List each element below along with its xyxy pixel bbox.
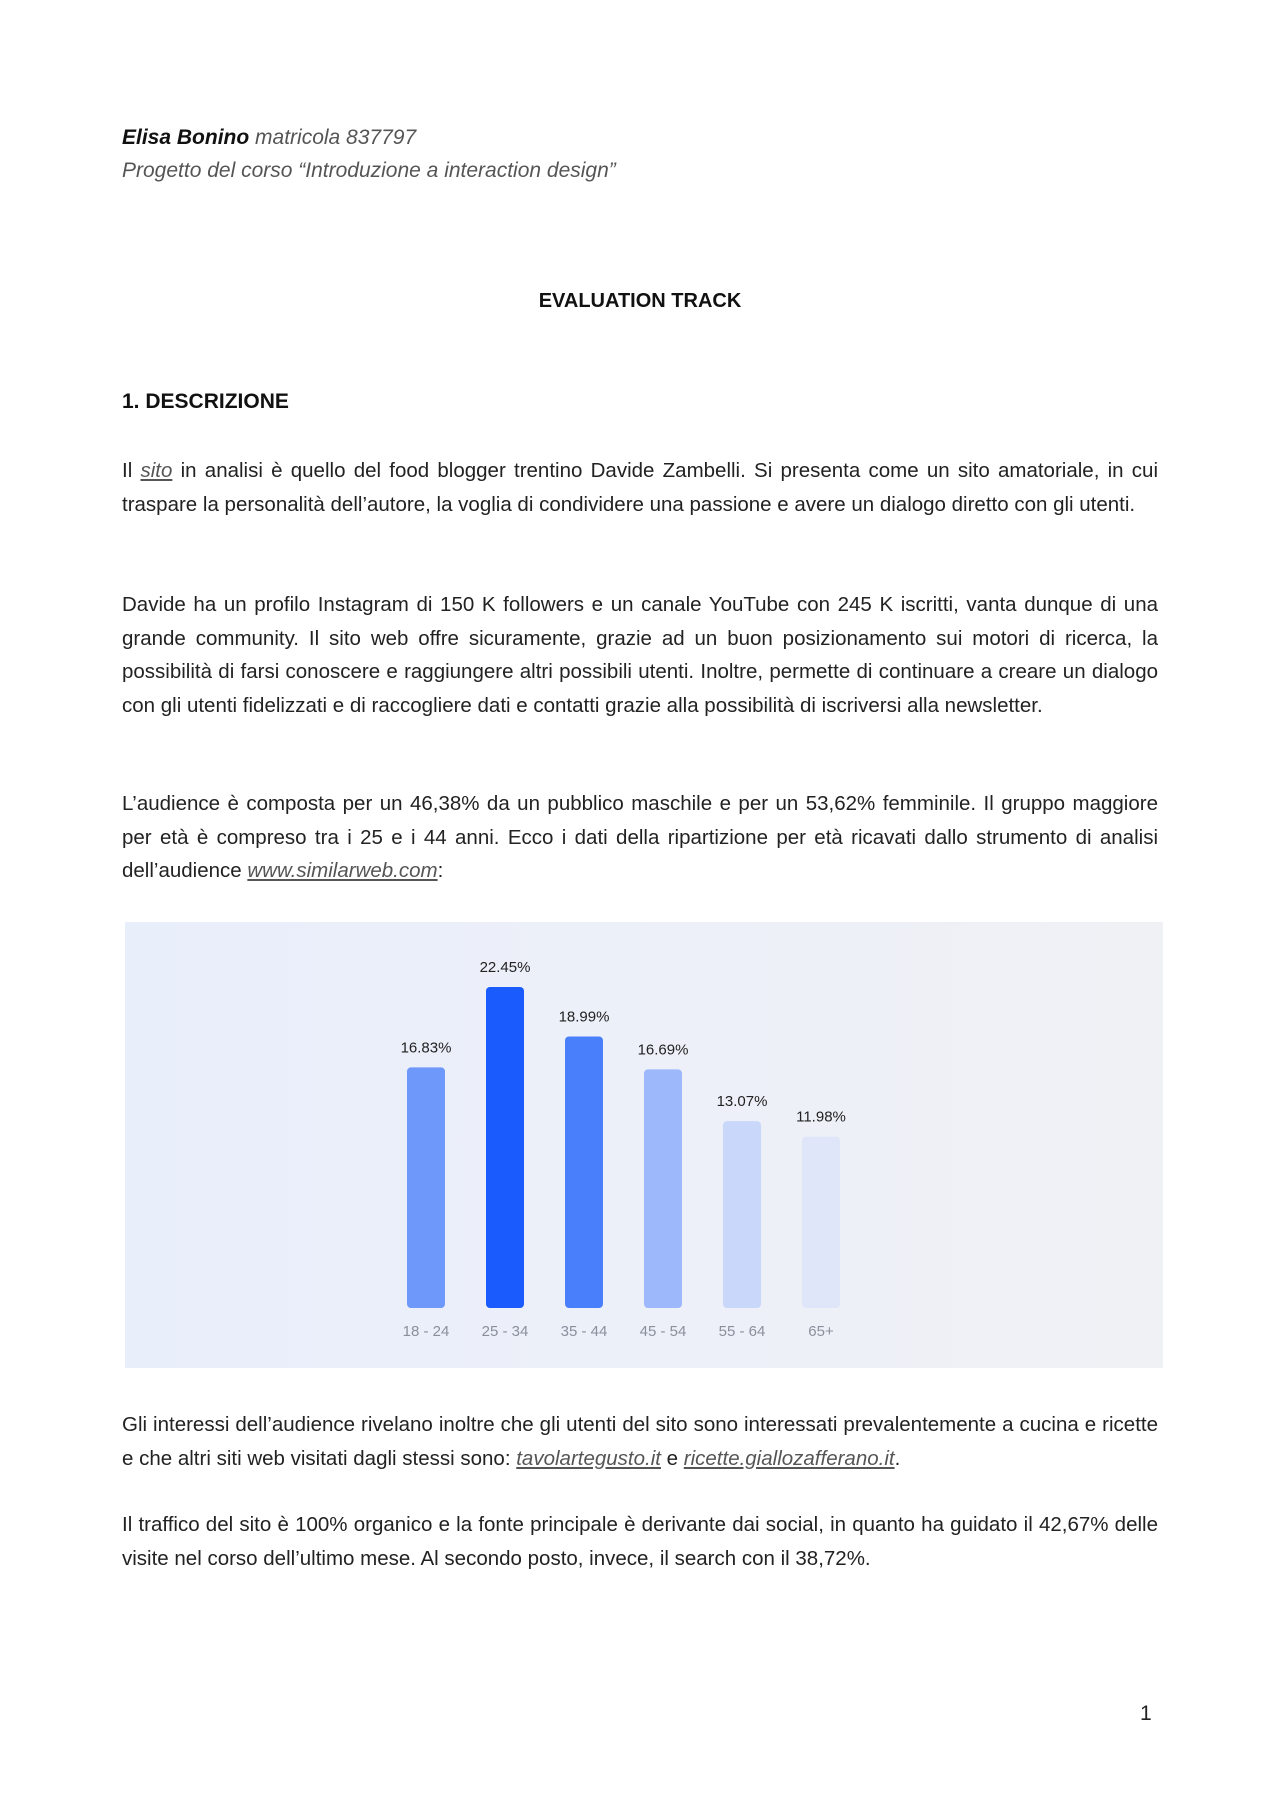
- paragraph-audience: [122, 787, 1158, 888]
- tavolartegusto-link[interactable]: tavolartegusto.it: [516, 1446, 661, 1470]
- bar-value-label: 11.98%: [796, 1108, 846, 1126]
- document-header: [122, 121, 616, 187]
- text-span: e: [660, 1446, 684, 1470]
- matricola: matricola 837797: [255, 126, 417, 149]
- category-label: 35 - 44: [560, 1323, 608, 1340]
- paragraph-intro: [122, 454, 1158, 521]
- text-span: Gli interessi dell’audience rivelano inoltre che gli utenti del sito sono interessati prevalentemente a cucina e ricette e che altri siti web visitati dagli stessi sono:: [122, 1413, 1158, 1470]
- bar-value-label: 16.69%: [637, 1041, 689, 1059]
- bar-value-label: 16.83%: [400, 1039, 452, 1057]
- category-label: 45 - 54: [639, 1323, 687, 1340]
- text-span: .: [894, 1446, 901, 1470]
- bar-35-44: [565, 1036, 603, 1308]
- paragraph-interests: [122, 1408, 1158, 1475]
- text-span: in analisi è quello del food blogger trentino Davide Zambelli. Si presenta come un sito amatoriale, in cui traspare la personalità dell’autore, la voglia di condividere una passione e avere un dialogo diretto con gli utenti.: [122, 459, 1159, 516]
- author-line: [122, 121, 616, 154]
- age-distribution-chart: [125, 922, 1163, 1368]
- giallozafferano-link[interactable]: ricette.giallozafferano.it: [683, 1446, 895, 1470]
- course-line: Progetto del corso “Introduzione a interaction design”: [122, 159, 616, 182]
- section-heading: 1. DESCRIZIONE: [122, 390, 289, 413]
- bar-65+: [802, 1137, 840, 1308]
- bar-45-54: [644, 1069, 682, 1308]
- author-name: Elisa Bonino: [122, 126, 250, 149]
- category-label: 65+: [808, 1323, 834, 1340]
- bar-value-label: 18.99%: [558, 1008, 610, 1026]
- sito-link[interactable]: sito: [140, 459, 173, 482]
- bar-value-label: 22.45%: [479, 958, 531, 976]
- text-span: :: [437, 859, 444, 882]
- similarweb-link[interactable]: www.similarweb.com: [247, 859, 438, 882]
- text-span: L’audience è composta per un 46,38% da un pubblico maschile e per un 53,62% femminile. Il gruppo maggiore per età è compreso tra i 25 e i 44 anni. Ecco i dati della ripartizione per età ricavati dallo strumento di analisi dell’audience: [122, 792, 1158, 882]
- bar-25-34: [486, 987, 524, 1308]
- page-number: 1: [1140, 1702, 1152, 1725]
- category-label: 25 - 34: [481, 1323, 529, 1340]
- text-span: Il: [122, 459, 141, 482]
- category-label: 55 - 64: [718, 1323, 766, 1340]
- bar-value-label: 13.07%: [716, 1093, 768, 1111]
- category-label: 18 - 24: [402, 1323, 450, 1340]
- bar-55-64: [723, 1121, 761, 1308]
- document-title: EVALUATION TRACK: [538, 290, 742, 312]
- paragraph-traffic: Il traffico del sito è 100% organico e la fonte principale è derivante dai social, in quanto ha guidato il 42,67% delle visite nel corso dell’ultimo mese. Al secondo posto, invece, il search con il 38,72%.: [122, 1513, 1158, 1570]
- bar-chart-svg: [125, 922, 1163, 1368]
- bar-18-24: [407, 1067, 445, 1308]
- paragraph-community: Davide ha un profilo Instagram di 150 K followers e un canale YouTube con 245 K iscritti, vanta dunque di una grande community. Il sito web offre sicuramente, grazie ad un buon posizionamento sui motori di ricerca, la possibilità di farsi conoscere e raggiungere altri possibili utenti. Inoltre, permette di continuare a creare un dialogo con gli utenti fidelizzati e di raccogliere dati e contatti grazie alla possibilità di iscriversi alla newsletter.: [122, 593, 1158, 717]
